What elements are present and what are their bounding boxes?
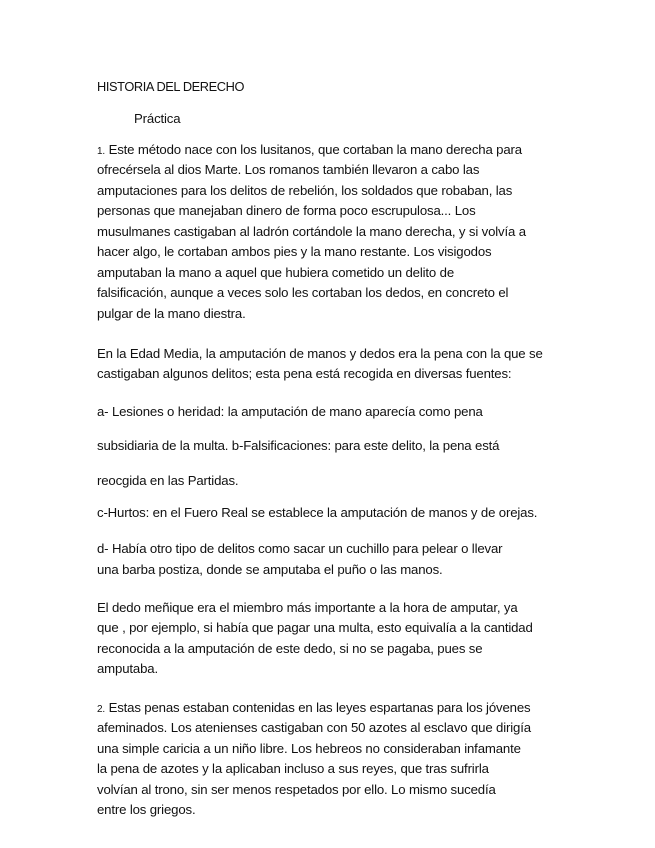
paragraph-3-line: El dedo meñique era el miembro más importante a la hora de amputar, ya: [97, 600, 518, 615]
paragraph-number: 2.: [97, 704, 106, 715]
paragraph-3-line: reconocida a la amputación de este dedo, si no se pagaba, pues se: [97, 641, 483, 656]
paragraph-1-line: amputaciones para los delitos de rebelión, los soldados que robaban, las: [97, 183, 513, 198]
paragraph-1-line: ofrecérsela al dios Marte. Los romanos también llevaron a cabo las: [97, 162, 480, 177]
paragraph-1-line: musulmanes castigaban al ladrón cortándole la mano derecha, y si volvía a: [97, 224, 526, 239]
list-item-a: a- Lesiones o heridad: la amputación de mano aparecía como pena: [97, 404, 483, 419]
list-item-d: d- Había otro tipo de delitos como sacar un cuchillo para pelear o llevar: [97, 541, 503, 556]
document-subtitle: Práctica: [134, 111, 181, 126]
paragraph-3-line: que , por ejemplo, si había que pagar una multa, esto equivalía a la cantidad: [97, 620, 533, 635]
paragraph-number: 1.: [97, 146, 106, 157]
paragraph-4-line: una simple caricia a un niño libre. Los hebreos no consideraban infamante: [97, 741, 521, 756]
paragraph-1-line: amputaban la mano a aquel que hubiera cometido un delito de: [97, 265, 455, 280]
paragraph-4-line: la pena de azotes y la aplicaban incluso a sus reyes, que tras sufrirla: [97, 761, 489, 776]
paragraph-1-line: 1. Este método nace con los lusitanos, que cortaban la mano derecha para: [97, 142, 522, 157]
paragraph-4-line: afeminados. Los atenienses castigaban con 50 azotes al esclavo que dirigía: [97, 720, 531, 735]
document-title: HISTORIA DEL DERECHO: [97, 79, 245, 94]
list-item-c: c-Hurtos: en el Fuero Real se establece la amputación de manos y de orejas.: [97, 505, 538, 520]
list-item-d: una barba postiza, donde se amputaba el puño o las manos.: [97, 562, 443, 577]
paragraph-1-line: pulgar de la mano diestra.: [97, 306, 246, 321]
list-item-a-continued: subsidiaria de la multa. b-Falsificaciones: para este delito, la pena está: [97, 438, 500, 453]
paragraph-1-line: hacer algo, le cortaban ambos pies y la mano restante. Los visigodos: [97, 244, 492, 259]
paragraph-4-line: volvían al trono, sin ser menos respetados por ello. Lo mismo sucedía: [97, 782, 496, 797]
paragraph-4-line: entre los griegos.: [97, 802, 196, 817]
paragraph-2-line: En la Edad Media, la amputación de manos y dedos era la pena con la que se: [97, 346, 543, 361]
paragraph-3-line: amputaba.: [97, 661, 158, 676]
paragraph-2-line: castigaban algunos delitos; esta pena está recogida en diversas fuentes:: [97, 366, 512, 381]
paragraph-4-line: 2. Estas penas estaban contenidas en las leyes espartanas para los jóvenes: [97, 700, 531, 715]
paragraph-1-line: personas que manejaban dinero de forma poco escrupulosa... Los: [97, 203, 476, 218]
list-item-a-continued: reocgida en las Partidas.: [97, 473, 239, 488]
paragraph-1-line: falsificación, aunque a veces solo les cortaban los dedos, en concreto el: [97, 285, 509, 300]
